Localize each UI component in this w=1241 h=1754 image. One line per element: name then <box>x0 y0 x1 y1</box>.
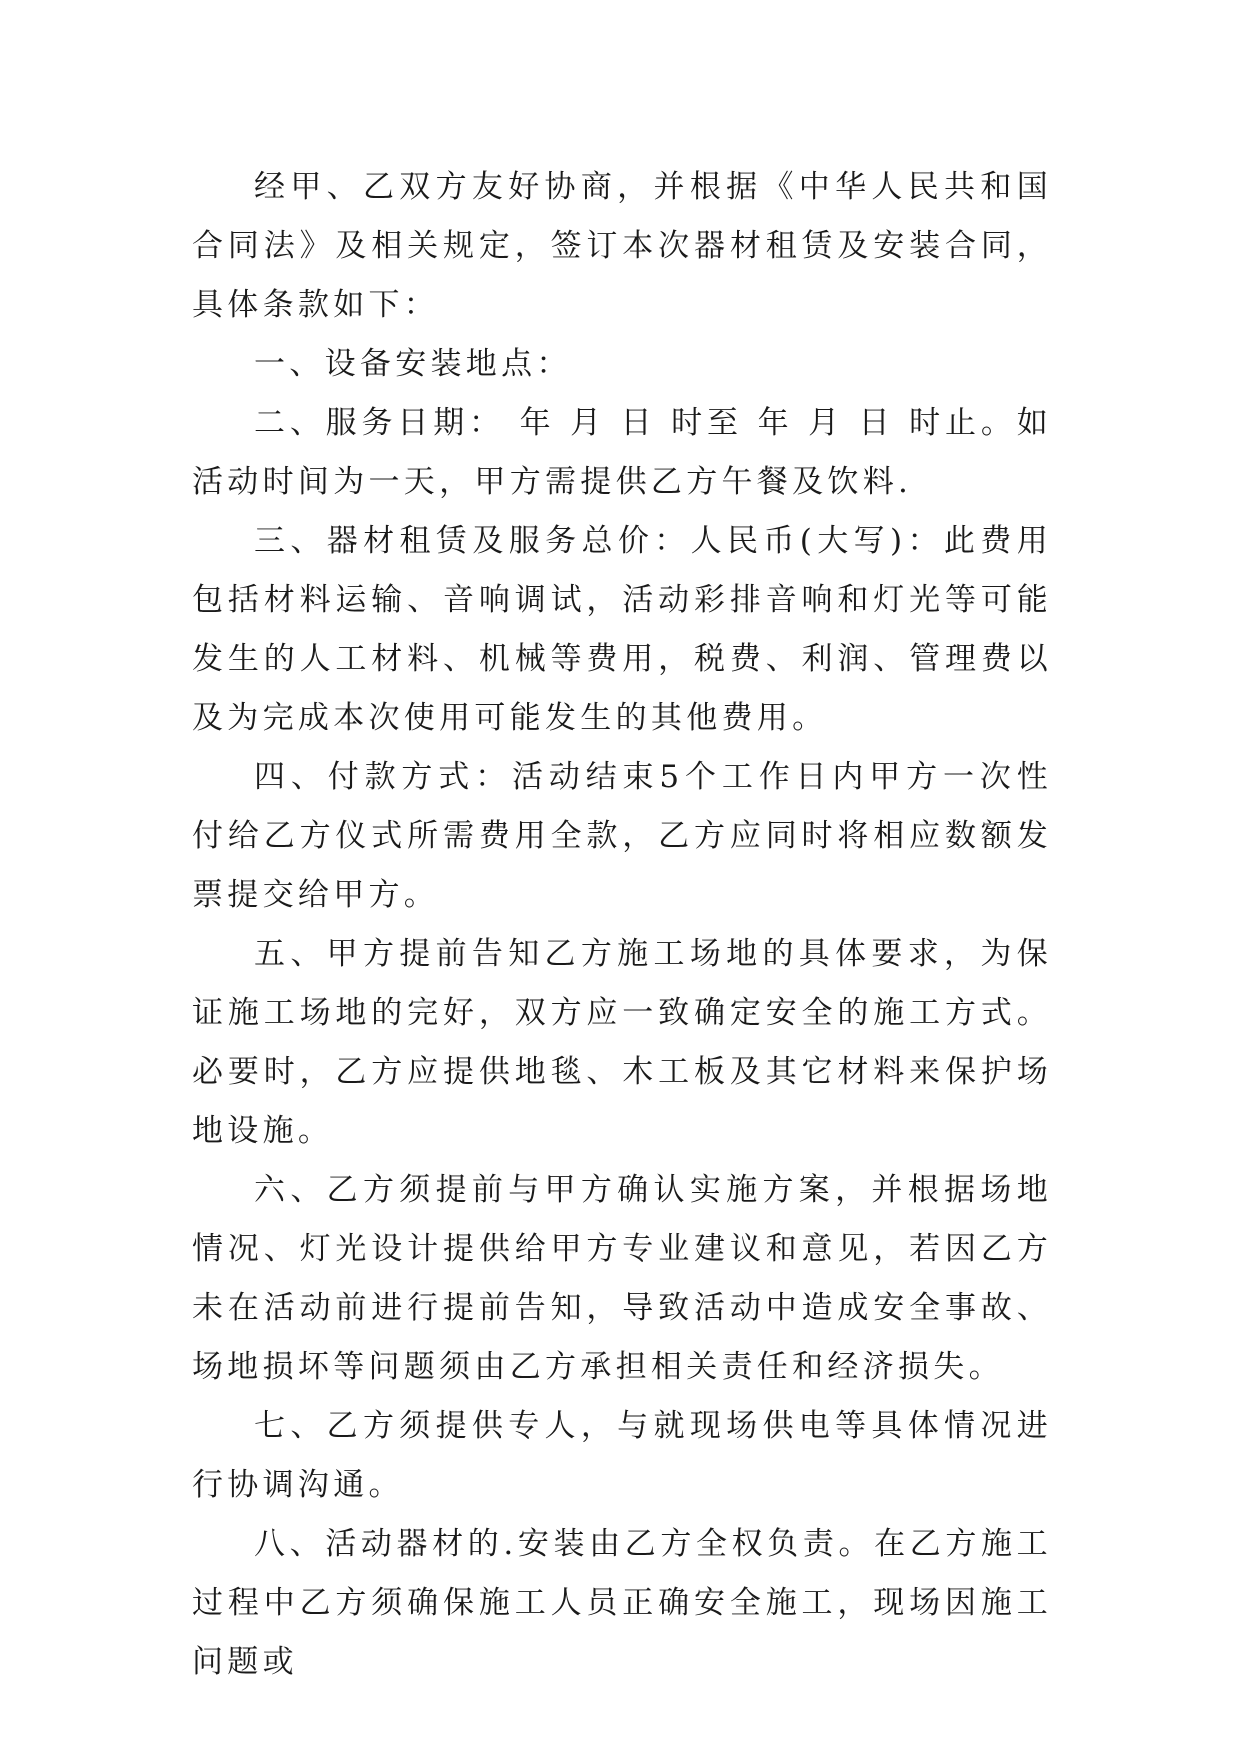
clause-8-installation: 八、活动器材的.安装由乙方全权负责。在乙方施工过程中乙方须确保施工人员正确安全施工，现场因施工问题或 <box>192 1526 1052 1680</box>
clause-2-service-date: 二、服务日期： 年 月 日 时至 年 月 日 时止。如活动时间为一天，甲方需提供乙方午餐及饮料. <box>192 405 1052 500</box>
clause-1-install-location: 一、设备安装地点： <box>254 346 572 382</box>
clause-7-coordination: 七、乙方须提供专人，与就现场供电等具体情况进行协调沟通。 <box>192 1408 1052 1503</box>
clause-5-site-requirements: 五、甲方提前告知乙方施工场地的具体要求，为保证施工场地的完好，双方应一致确定安全的施工方式。必要时，乙方应提供地毯、木工板及其它材料来保护场地设施。 <box>192 936 1052 1149</box>
intro-paragraph: 经甲、乙双方友好协商，并根据《中华人民共和国合同法》及相关规定，签订本次器材租赁及安装合同，具体条款如下： <box>192 169 1052 323</box>
clause-4-payment-method: 四、付款方式：活动结束5个工作日内甲方一次性付给乙方仪式所需费用全款，乙方应同时将相应数额发票提交给甲方。 <box>192 759 1052 913</box>
clause-3-total-price: 三、器材租赁及服务总价：人民币(大写)：此费用包括材料运输、音响调试，活动彩排音响和灯光等可能发生的人工材料、机械等费用，税费、利润、管理费以及为完成本次使用可能发生的其他费用。 <box>192 523 1052 736</box>
contract-page-body <box>192 158 1052 1692</box>
clause-6-implementation-plan: 六、乙方须提前与甲方确认实施方案，并根据场地情况、灯光设计提供给甲方专业建议和意见，若因乙方未在活动前进行提前告知，导致活动中造成安全事故、场地损坏等问题须由乙方承担相关责任和经济损失。 <box>192 1172 1052 1385</box>
